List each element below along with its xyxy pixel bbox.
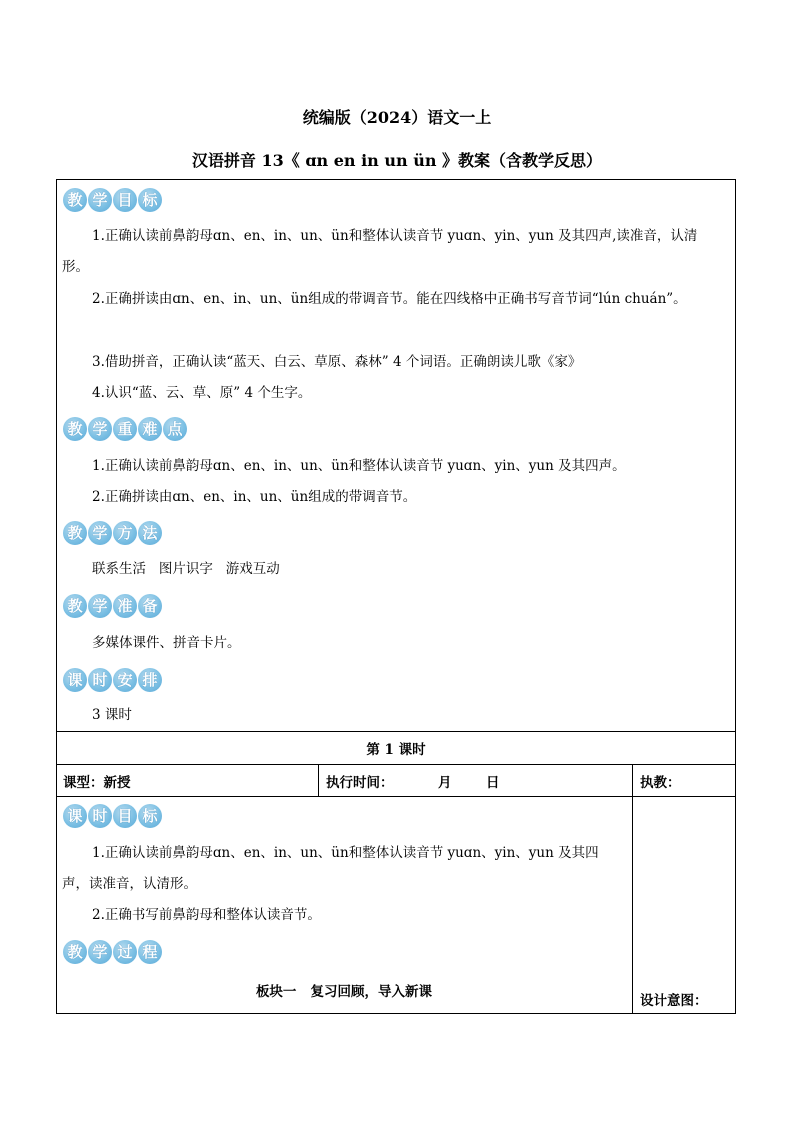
heading-char: 教 xyxy=(63,417,87,441)
heading-char: 教 xyxy=(63,940,87,964)
execution-time-label: 执行时间： xyxy=(326,775,394,791)
methods-text: 联系生活 图片识字 游戏互动 xyxy=(92,561,280,577)
heading-char: 标 xyxy=(138,804,162,828)
month-label: 月 xyxy=(438,775,452,791)
heading-char: 程 xyxy=(138,940,162,964)
heading-char: 点 xyxy=(163,417,187,441)
table-divider xyxy=(56,796,736,797)
heading-char: 准 xyxy=(113,594,137,618)
design-intent-label: 设计意图： xyxy=(640,993,708,1009)
section-heading-preparation xyxy=(63,594,162,618)
document-subtitle: 汉语拼音 13《 ɑn en in un ün 》教案（含教学反思） xyxy=(191,151,603,170)
section-heading-lesson-goals xyxy=(63,804,162,828)
heading-char: 难 xyxy=(138,417,162,441)
table-divider xyxy=(632,764,633,1014)
lesson-goal-item: 1.正确认读前鼻韵母ɑn、en、in、un、ün和整体认读音节 yuɑn、yin、yun 及其四声，读准音，认清形。 xyxy=(62,845,599,892)
day-label: 日 xyxy=(486,775,500,791)
heading-char: 目 xyxy=(113,188,137,212)
heading-char: 备 xyxy=(138,594,162,618)
section-heading-methods xyxy=(63,521,162,545)
heading-char: 时 xyxy=(88,668,112,692)
heading-char: 学 xyxy=(88,417,112,441)
lesson-type: 课型：新授 xyxy=(63,775,131,791)
objective-item: 2.正确拼读由ɑn、en、in、un、ün组成的带调音节。能在四线格中正确书写音节词“lún chuán”。 xyxy=(92,291,687,307)
objective-item: 4.认识“蓝、云、草、原” 4 个生字。 xyxy=(92,385,312,401)
table-divider xyxy=(318,764,319,796)
lesson-title: 第 1 课时 xyxy=(366,742,426,758)
heading-char: 课 xyxy=(63,804,87,828)
heading-char: 方 xyxy=(113,521,137,545)
document-title: 统编版（2024）语文一上 xyxy=(302,108,492,127)
preparation-text: 多媒体课件、拼音卡片。 xyxy=(92,635,241,651)
lesson-goal-item: 2.正确书写前鼻韵母和整体认读音节。 xyxy=(92,907,321,923)
heading-char: 学 xyxy=(88,188,112,212)
process-block-title: 板块一 复习回顾，导入新课 xyxy=(255,984,433,1000)
key-point-item: 1.正确认读前鼻韵母ɑn、en、in、un、ün和整体认读音节 yuɑn、yin、yun 及其四声。 xyxy=(92,458,626,474)
heading-char: 安 xyxy=(113,668,137,692)
heading-char: 重 xyxy=(113,417,137,441)
objective-item: 1.正确认读前鼻韵母ɑn、en、in、un、ün和整体认读音节 yuɑn、yin、yun 及其四声,读准音，认清形。 xyxy=(62,228,698,275)
heading-char: 教 xyxy=(63,521,87,545)
objective-item: 3.借助拼音，正确认读“蓝天、白云、草原、森林” 4 个词语。正确朗读儿歌《家》 xyxy=(92,354,582,370)
table-divider xyxy=(56,731,736,732)
heading-char: 课 xyxy=(63,668,87,692)
heading-char: 排 xyxy=(138,668,162,692)
heading-char: 学 xyxy=(88,940,112,964)
heading-char: 学 xyxy=(88,521,112,545)
heading-char: 学 xyxy=(88,594,112,618)
heading-char: 时 xyxy=(88,804,112,828)
teacher-label: 执教： xyxy=(640,775,681,791)
table-divider xyxy=(56,764,736,765)
heading-char: 教 xyxy=(63,594,87,618)
heading-char: 法 xyxy=(138,521,162,545)
section-heading-objectives xyxy=(63,188,162,212)
heading-char: 标 xyxy=(138,188,162,212)
schedule-text: 3 课时 xyxy=(92,707,132,723)
section-heading-key-points xyxy=(63,417,187,441)
heading-char: 目 xyxy=(113,804,137,828)
heading-char: 过 xyxy=(113,940,137,964)
key-point-item: 2.正确拼读由ɑn、en、in、un、ün组成的带调音节。 xyxy=(92,489,417,505)
heading-char: 教 xyxy=(63,188,87,212)
section-heading-schedule xyxy=(63,668,162,692)
section-heading-process xyxy=(63,940,162,964)
